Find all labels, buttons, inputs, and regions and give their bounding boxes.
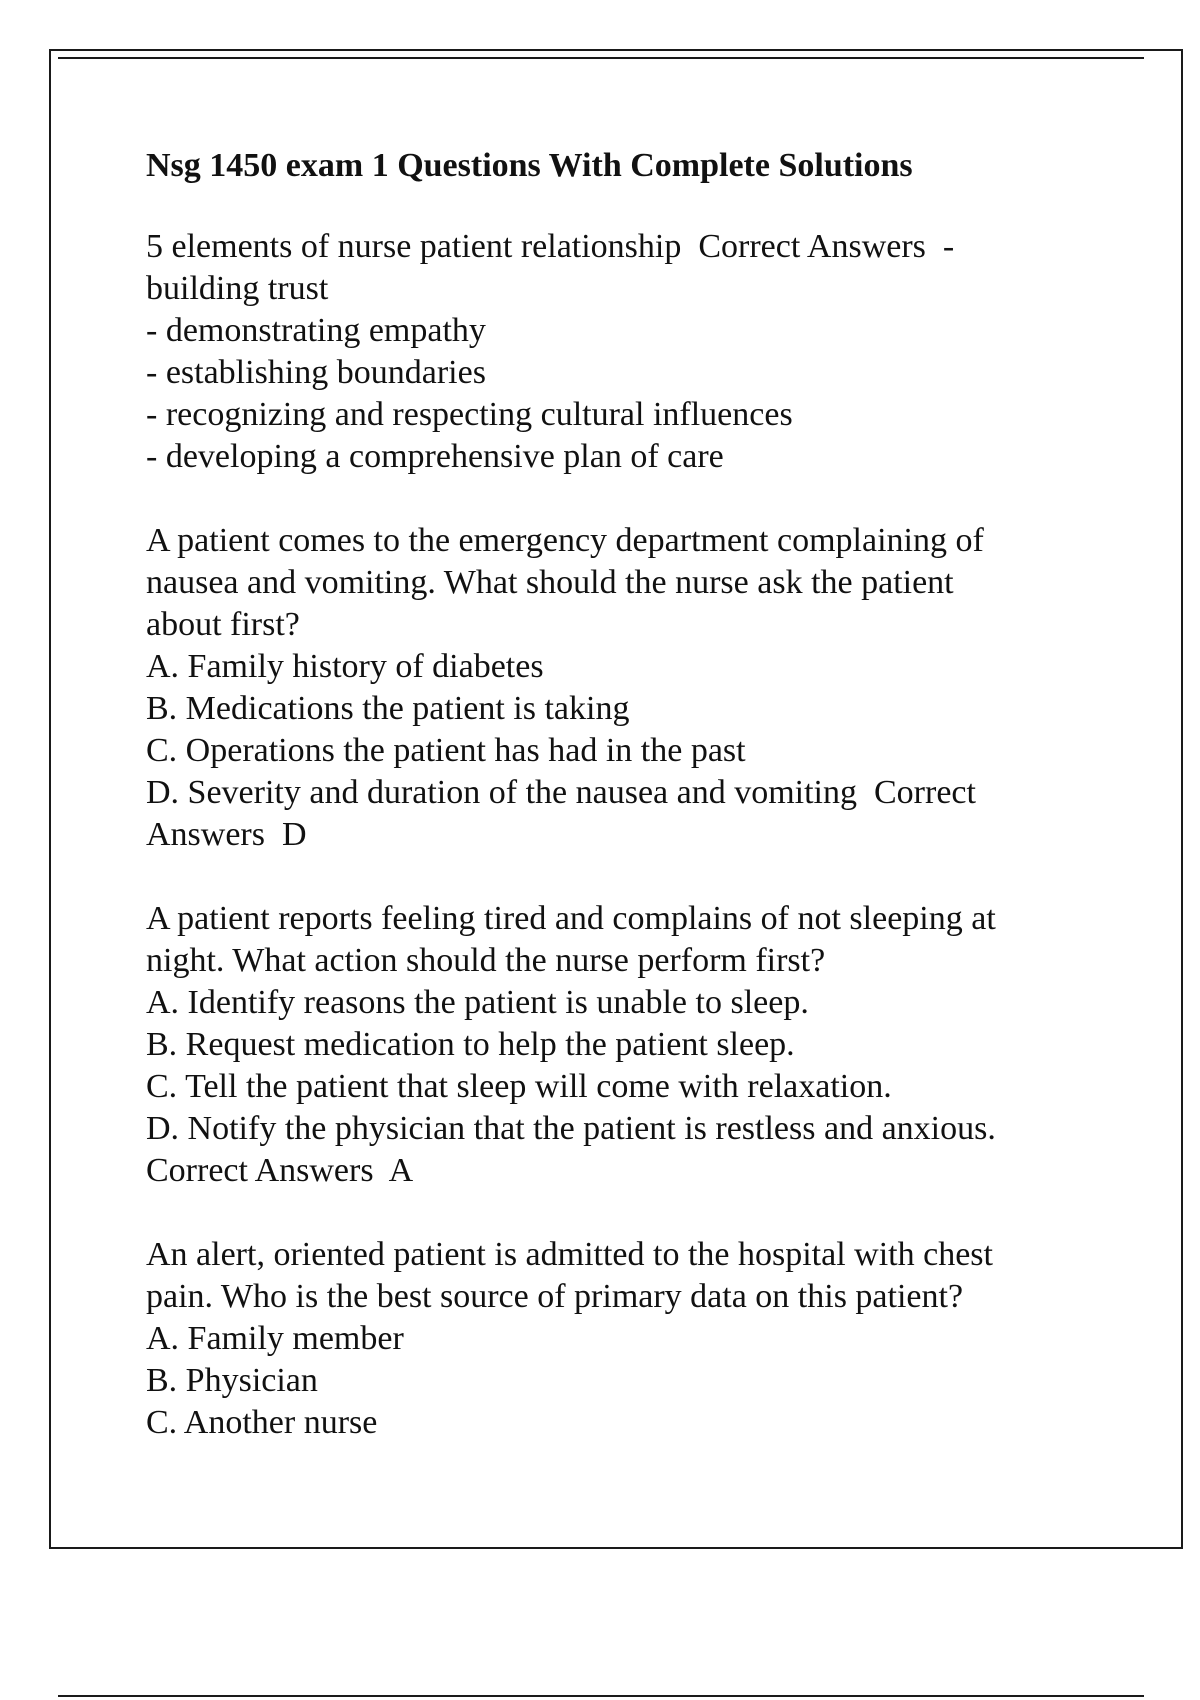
question-block-4 — [146, 1234, 1076, 1444]
top-rule — [58, 57, 1144, 59]
text-line: pain. Who is the best source of primary data on this patient? — [146, 1278, 964, 1315]
text-line: building trust — [146, 270, 329, 307]
answer-option: C. Operations the patient has had in the past — [146, 732, 746, 769]
answer-option: D. Notify the physician that the patient is restless and anxious. — [146, 1110, 996, 1147]
answer-option: A. Family member — [146, 1320, 404, 1357]
document-title: Nsg 1450 exam 1 Questions With Complete Solutions — [146, 147, 913, 184]
correct-answer: Answers D — [146, 816, 307, 853]
answer-option: B. Request medication to help the patient sleep. — [146, 1026, 795, 1063]
bottom-rule — [58, 1695, 1144, 1697]
question-block-1 — [146, 226, 1076, 478]
answer-option: D. Severity and duration of the nausea and vomiting Correct — [146, 774, 976, 811]
question-block-2 — [146, 520, 1076, 856]
answer-option: B. Medications the patient is taking — [146, 690, 630, 727]
correct-answer: Correct Answers A — [146, 1152, 414, 1189]
answer-option: A. Family history of diabetes — [146, 648, 544, 685]
document-content — [146, 142, 1076, 1486]
answer-option: C. Another nurse — [146, 1404, 378, 1441]
text-line: 5 elements of nurse patient relationship Correct Answers - — [146, 228, 955, 265]
text-line: A patient comes to the emergency department complaining of — [146, 522, 984, 559]
question-block-3 — [146, 898, 1076, 1192]
text-line: - developing a comprehensive plan of care — [146, 438, 724, 475]
answer-option: A. Identify reasons the patient is unable to sleep. — [146, 984, 809, 1021]
answer-option: C. Tell the patient that sleep will come with relaxation. — [146, 1068, 892, 1105]
text-line: An alert, oriented patient is admitted to the hospital with chest — [146, 1236, 993, 1273]
text-line: night. What action should the nurse perform first? — [146, 942, 826, 979]
text-line: - demonstrating empathy — [146, 312, 486, 349]
text-line: - establishing boundaries — [146, 354, 486, 391]
text-line: - recognizing and respecting cultural influences — [146, 396, 793, 433]
text-line: about first? — [146, 606, 300, 643]
answer-option: B. Physician — [146, 1362, 318, 1399]
text-line: A patient reports feeling tired and complains of not sleeping at — [146, 900, 996, 937]
text-line: nausea and vomiting. What should the nurse ask the patient — [146, 564, 954, 601]
